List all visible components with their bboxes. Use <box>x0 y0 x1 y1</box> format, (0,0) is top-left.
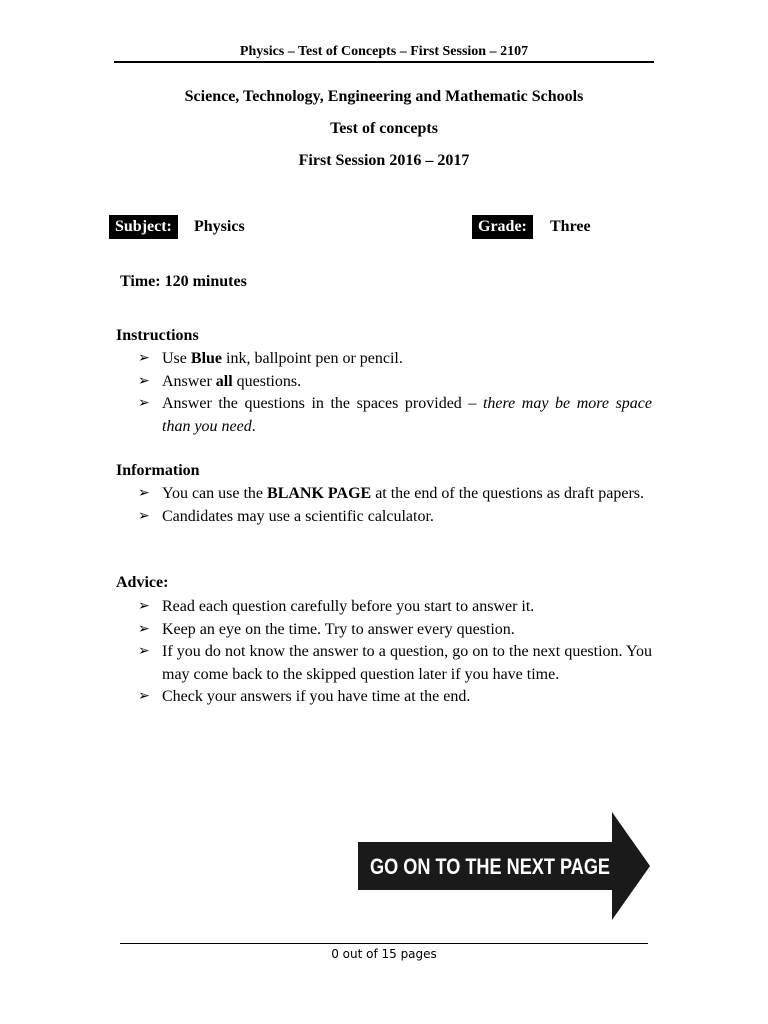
information-heading: Information <box>116 462 200 479</box>
list-item: ➢ Answer the questions in the spaces provided – there may be more space than you need. <box>138 395 652 435</box>
page-counter: 0 out of 15 pages <box>331 947 437 961</box>
arrowhead-bullet-icon: ➢ <box>138 508 150 524</box>
list-item: ➢ If you do not know the answer to a question, go on to the next question. You may come back to the skipped question later if you have time. <box>138 643 652 683</box>
test-title: Test of concepts <box>330 120 438 137</box>
arrowhead-bullet-icon: ➢ <box>138 689 150 704</box>
header-rule <box>114 61 654 63</box>
next-page-label: GO ON TO THE NEXT PAGE <box>370 854 610 879</box>
subject-value: Physics <box>194 218 245 235</box>
advice-heading: Advice: <box>116 574 169 591</box>
advice-list <box>136 596 652 709</box>
school-title: Science, Technology, Engineering and Mathematic Schools <box>184 88 584 105</box>
arrowhead-bullet-icon: ➢ <box>138 599 150 614</box>
list-item: ➢ Candidates may use a scientific calculator. <box>136 506 652 529</box>
list-item: ➢ You can use the BLANK PAGE at the end of the questions as draft papers. <box>136 483 652 506</box>
instructions-heading: Instructions <box>116 327 199 344</box>
arrowhead-bullet-icon: ➢ <box>138 396 150 411</box>
footer-rule <box>120 943 648 944</box>
list-item: ➢ Keep an eye on the time. Try to answer every question. <box>136 619 652 642</box>
arrowhead-bullet-icon: ➢ <box>138 644 150 659</box>
next-page-arrow <box>356 810 652 922</box>
time-limit: Time: 120 minutes <box>120 273 247 290</box>
page-header: Physics – Test of Concepts – First Session – 2107 <box>239 44 529 59</box>
arrowhead-bullet-icon: ➢ <box>138 486 150 501</box>
subject-label: Subject: <box>109 215 178 239</box>
list-item: ➢ Use Blue ink, ballpoint pen or pencil. <box>136 348 652 371</box>
grade-label: Grade: <box>472 215 533 239</box>
list-item: ➢ Read each question carefully before you start to answer it. <box>136 596 652 619</box>
instructions-list <box>136 348 652 438</box>
list-item: ➢ Check your answers if you have time at the end. <box>136 686 652 709</box>
arrowhead-bullet-icon: ➢ <box>138 621 150 637</box>
arrowhead-bullet-icon: ➢ <box>138 351 150 366</box>
information-list <box>136 483 652 528</box>
arrowhead-bullet-icon: ➢ <box>138 373 150 389</box>
list-item: ➢ Answer all questions. <box>136 371 652 394</box>
session-title: First Session 2016 – 2017 <box>298 152 470 169</box>
grade-value: Three <box>550 218 591 235</box>
